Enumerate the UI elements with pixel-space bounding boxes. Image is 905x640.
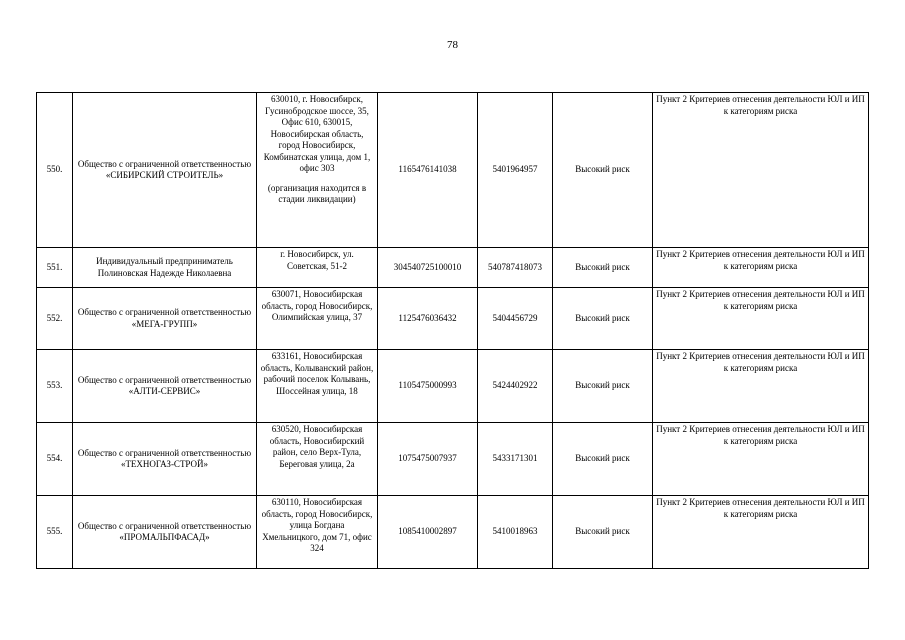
table-row — [37, 248, 869, 288]
page-number: 78 — [447, 39, 458, 51]
organization-name: Общество с ограниченной ответственностью «СИБИРСКИЙ СТРОИТЕЛЬ» — [73, 93, 257, 248]
ogrn-value: 304540725100010 — [378, 248, 478, 288]
risk-basis: Пункт 2 Критериев отнесения деятельности ЮЛ и ИП к категориям риска — [653, 248, 869, 288]
risk-basis: Пункт 2 Критериев отнесения деятельности ЮЛ и ИП к категориям риска — [653, 496, 869, 569]
address-note: (организация находится в стадии ликвидации) — [267, 182, 367, 204]
row-number: 554. — [37, 423, 73, 496]
row-number: 555. — [37, 496, 73, 569]
ogrn-value: 1085410002897 — [378, 496, 478, 569]
organization-name: Общество с ограниченной ответственностью «МЕГА-ГРУПП» — [73, 288, 257, 350]
inn-value: 5404456729 — [478, 288, 553, 350]
address-text: 630010, г. Новосибирск, Гусинобродское шоссе, 35, Офис 610, 630015, Новосибирская область, город Новосибирск, Комбинатская улица, дом 1, офис 303 — [263, 94, 371, 173]
risk-category: Высокий риск — [553, 496, 653, 569]
organization-address — [257, 93, 378, 248]
organization-name: Индивидуальный предприниматель Полиновская Надежде Николаевна — [73, 248, 257, 288]
inn-value: 5433171301 — [478, 423, 553, 496]
organization-name: Общество с ограниченной ответственностью «ПРОМАЛЬПФАСАД» — [73, 496, 257, 569]
inn-value: 5401964957 — [478, 93, 553, 248]
table-row — [37, 423, 869, 496]
ogrn-value: 1075475007937 — [378, 423, 478, 496]
row-number: 552. — [37, 288, 73, 350]
risk-category: Высокий риск — [553, 423, 653, 496]
table-row — [37, 496, 869, 569]
organization-address: 630110, Новосибирская область, город Новосибирск, улица Богдана Хмельницкого, дом 71, офис 324 — [257, 496, 378, 569]
risk-basis: Пункт 2 Критериев отнесения деятельности ЮЛ и ИП к категориям риска — [653, 350, 869, 423]
table-row — [37, 350, 869, 423]
risk-basis: Пункт 2 Критериев отнесения деятельности ЮЛ и ИП к категориям риска — [653, 423, 869, 496]
risk-category: Высокий риск — [553, 288, 653, 350]
organization-address: 630520, Новосибирская область, Новосибирский район, село Верх-Тула, Береговая улица, 2а — [257, 423, 378, 496]
risk-category: Высокий риск — [553, 248, 653, 288]
ogrn-value: 1125476036432 — [378, 288, 478, 350]
organization-name: Общество с ограниченной ответственностью «АЛТИ-СЕРВИС» — [73, 350, 257, 423]
row-number: 551. — [37, 248, 73, 288]
organization-name: Общество с ограниченной ответственностью «ТЕХНОГАЗ-СТРОЙ» — [73, 423, 257, 496]
row-number: 550. — [37, 93, 73, 248]
inn-value: 540787418073 — [478, 248, 553, 288]
registry-table — [36, 92, 869, 569]
risk-category: Высокий риск — [553, 93, 653, 248]
organization-address: 630071, Новосибирская область, город Новосибирск, Олимпийская улица, 37 — [257, 288, 378, 350]
risk-category: Высокий риск — [553, 350, 653, 423]
ogrn-value: 1105475000993 — [378, 350, 478, 423]
table-row — [37, 93, 869, 248]
inn-value: 5424402922 — [478, 350, 553, 423]
risk-basis: Пункт 2 Критериев отнесения деятельности ЮЛ и ИП к категориям риска — [653, 93, 869, 248]
risk-basis: Пункт 2 Критериев отнесения деятельности ЮЛ и ИП к категориям риска — [653, 288, 869, 350]
table-row — [37, 288, 869, 350]
inn-value: 5410018963 — [478, 496, 553, 569]
ogrn-value: 1165476141038 — [378, 93, 478, 248]
row-number: 553. — [37, 350, 73, 423]
organization-address: г. Новосибирск, ул. Советская, 51-2 — [257, 248, 378, 288]
organization-address: 633161, Новосибирская область, Колыванский район, рабочий поселок Колывань, Шоссейная улица, 18 — [257, 350, 378, 423]
